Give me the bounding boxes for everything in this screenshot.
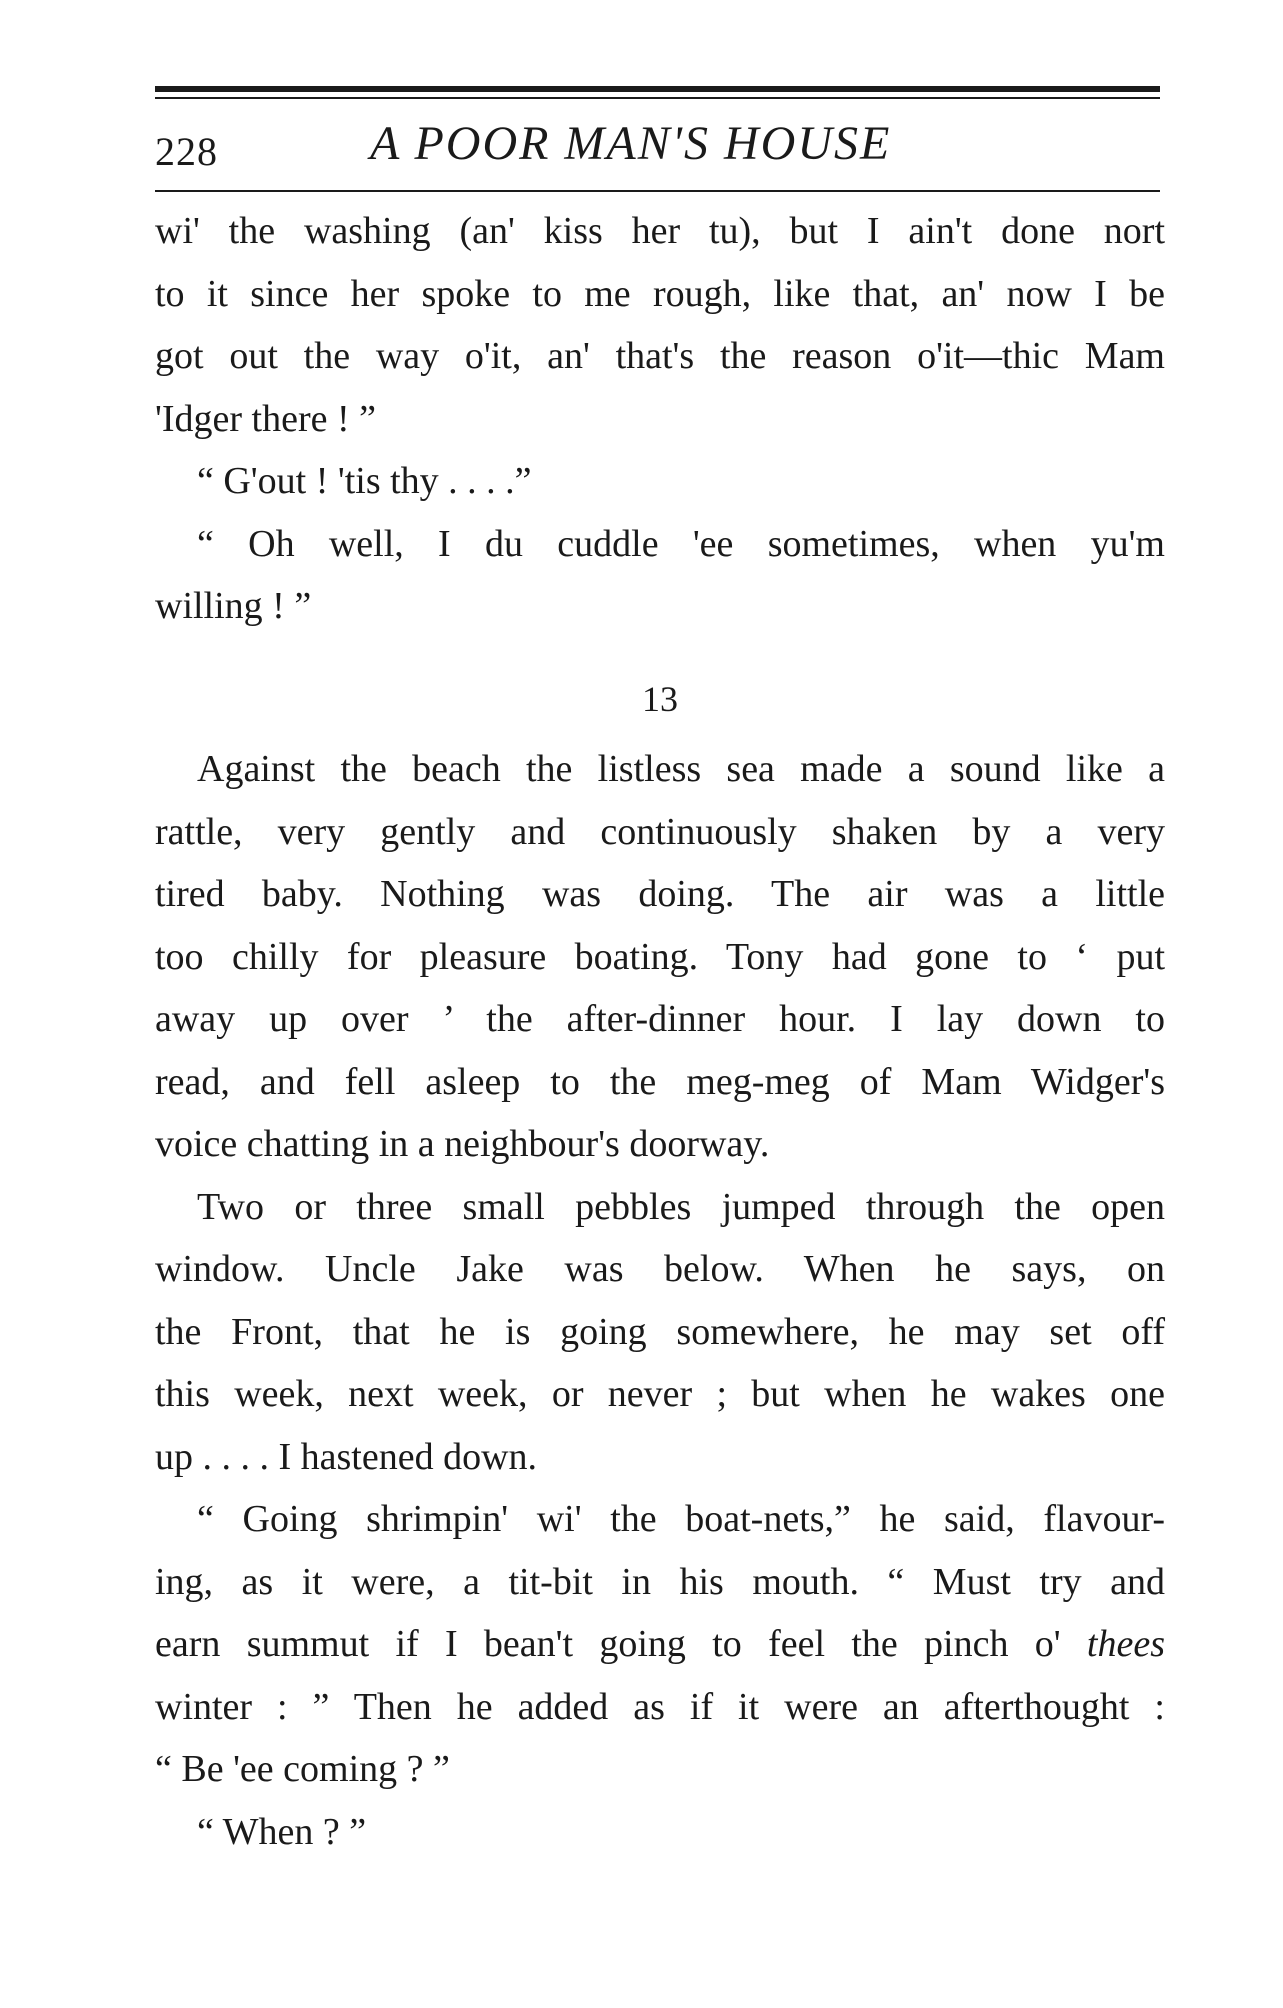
top-rule-thick bbox=[155, 86, 1160, 92]
text-line: to it since her spoke to me rough, like that, an' now I be bbox=[155, 272, 1165, 315]
text-line: away up over ’ the after-dinner hour. I lay down to bbox=[155, 998, 1165, 1040]
text-fragment: earn summut if I bean't going to feel the pinch o' bbox=[155, 1623, 1087, 1665]
text-line: up . . . . I hastened down. bbox=[155, 1435, 538, 1478]
text-line bbox=[155, 1613, 1165, 1676]
text-line: the Front, that he is going somewhere, he may set off bbox=[155, 1310, 1165, 1353]
text-line: Two or three small pebbles jumped through the open bbox=[197, 1185, 1165, 1228]
book-title: A POOR MAN'S HOUSE bbox=[370, 117, 892, 170]
top-rule-thin bbox=[155, 97, 1160, 99]
text-line: voice chatting in a neighbour's doorway. bbox=[155, 1123, 770, 1165]
text-line: “ When ? ” bbox=[197, 1810, 367, 1853]
text-line: “ Oh well, I du cuddle 'ee sometimes, when yu'm bbox=[197, 522, 1165, 565]
text-line: rattle, very gently and continuously shaken by a very bbox=[155, 810, 1165, 853]
text-line: 'Idger there ! ” bbox=[155, 397, 376, 440]
text-line: willing ! ” bbox=[155, 585, 312, 627]
text-line: winter : ” Then he added as if it were an afterthought : bbox=[155, 1685, 1165, 1728]
text-line: “ Going shrimpin' wi' the boat-nets,” he said, flavour- bbox=[197, 1498, 1165, 1540]
running-head bbox=[155, 112, 1160, 182]
header-rule bbox=[155, 190, 1160, 192]
text-line: wi' the washing (an' kiss her tu), but I ain't done nort bbox=[155, 210, 1165, 252]
text-line: ing, as it were, a tit-bit in his mouth. “ Must try and bbox=[155, 1560, 1165, 1603]
text-line: got out the way o'it, an' that's the reason o'it—thic Mam bbox=[155, 335, 1165, 377]
page-number: 228 bbox=[155, 129, 218, 174]
text-line: too chilly for pleasure boating. Tony had gone to ‘ put bbox=[155, 935, 1165, 978]
text-line: “ G'out ! 'tis thy . . . .” bbox=[197, 460, 532, 502]
text-line: Against the beach the listless sea made a sound like a bbox=[197, 748, 1165, 790]
text-line: window. Uncle Jake was below. When he says, on bbox=[155, 1248, 1165, 1290]
body-text bbox=[155, 200, 1165, 1863]
text-line: this week, next week, or never ; but when he wakes one bbox=[155, 1373, 1165, 1415]
section-number: 13 bbox=[642, 678, 678, 719]
text-line: “ Be 'ee coming ? ” bbox=[155, 1748, 450, 1790]
italic-word: thees bbox=[1086, 1623, 1165, 1665]
text-line: tired baby. Nothing was doing. The air was a little bbox=[155, 873, 1165, 915]
text-line: read, and fell asleep to the meg-meg of Mam Widger's bbox=[155, 1060, 1165, 1103]
